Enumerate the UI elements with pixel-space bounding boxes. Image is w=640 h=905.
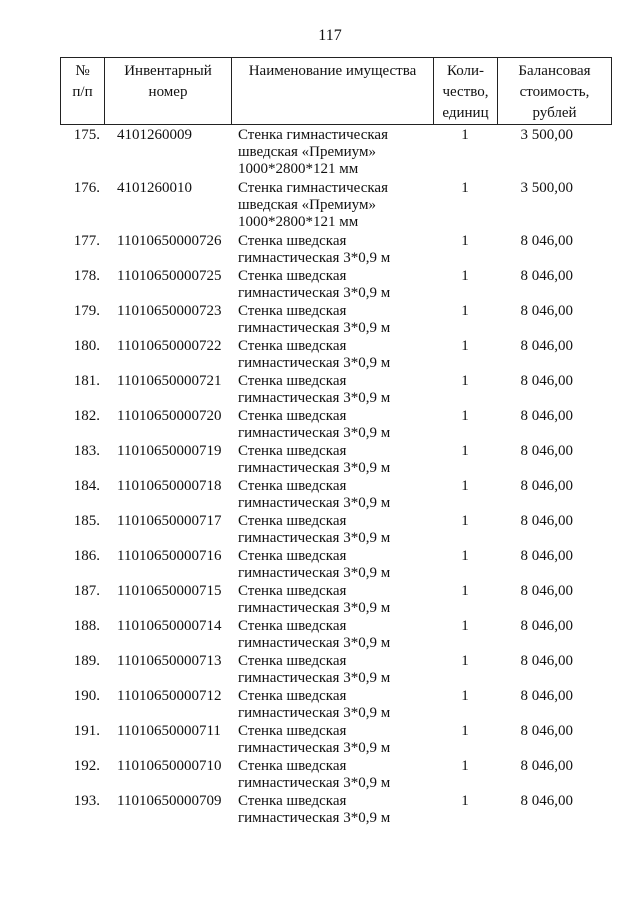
quantity: 1 [461, 180, 469, 196]
item-name [238, 373, 428, 407]
balance-cost: 8 046,00 [520, 373, 573, 389]
item-name-line: Стенка шведская [238, 548, 347, 564]
balance-cost: 8 046,00 [520, 548, 573, 564]
row-number: 187. [73, 583, 100, 599]
quantity: 1 [461, 758, 469, 774]
item-name [238, 303, 428, 337]
table-row [0, 477, 640, 512]
balance-cost: 3 500,00 [520, 180, 573, 196]
inventory-number: 11010650000721 [117, 373, 222, 389]
row-number: 177. [73, 233, 100, 249]
item-name [238, 443, 428, 477]
item-name-line: шведская «Премиум» [238, 144, 376, 160]
item-name-line: гимнастическая 3*0,9 м [238, 670, 391, 686]
row-number: 181. [73, 373, 100, 389]
table-row [0, 582, 640, 617]
item-name-line: Стенка шведская [238, 303, 347, 319]
inventory-number: 11010650000722 [117, 338, 222, 354]
quantity: 1 [461, 548, 469, 564]
quantity: 1 [461, 338, 469, 354]
item-name-line: Стенка шведская [238, 653, 347, 669]
balance-cost: 8 046,00 [520, 408, 573, 424]
balance-cost: 8 046,00 [520, 478, 573, 494]
balance-cost: 8 046,00 [520, 338, 573, 354]
table-row [0, 687, 640, 722]
header-inventory [105, 58, 232, 124]
item-name-line: гимнастическая 3*0,9 м [238, 320, 391, 336]
item-name [238, 583, 428, 617]
balance-cost: 8 046,00 [520, 583, 573, 599]
item-name-line: гимнастическая 3*0,9 м [238, 530, 391, 546]
row-number: 184. [73, 478, 100, 494]
header-inventory-line: номер [148, 84, 188, 100]
table-row [0, 792, 640, 827]
inventory-number: 11010650000714 [117, 618, 222, 634]
item-name [238, 478, 428, 512]
item-name-line: шведская «Премиум» [238, 197, 376, 213]
row-number: 190. [73, 688, 100, 704]
table-row [0, 442, 640, 477]
table-row [0, 722, 640, 757]
header-cost-line: стоимость, [519, 84, 590, 100]
quantity: 1 [461, 443, 469, 459]
row-number: 176. [73, 180, 100, 196]
balance-cost: 8 046,00 [520, 758, 573, 774]
table-row [0, 232, 640, 267]
table-row [0, 652, 640, 687]
inventory-number: 11010650000723 [117, 303, 222, 319]
item-name-line: гимнастическая 3*0,9 м [238, 705, 391, 721]
quantity: 1 [461, 513, 469, 529]
item-name-line: Стенка шведская [238, 793, 347, 809]
item-name-line: гимнастическая 3*0,9 м [238, 565, 391, 581]
item-name-line: Стенка шведская [238, 513, 347, 529]
balance-cost: 8 046,00 [520, 723, 573, 739]
item-name-line: гимнастическая 3*0,9 м [238, 250, 391, 266]
item-name-line: 1000*2800*121 мм [238, 214, 359, 230]
item-name-line: Стенка шведская [238, 338, 347, 354]
item-name-line: Стенка гимнастическая [238, 127, 388, 143]
balance-cost: 8 046,00 [520, 303, 573, 319]
header-quantity-line: чество, [442, 84, 489, 100]
item-name-line: Стенка шведская [238, 443, 347, 459]
balance-cost: 8 046,00 [520, 653, 573, 669]
row-number: 192. [73, 758, 100, 774]
item-name [238, 793, 428, 827]
item-name-line: гимнастическая 3*0,9 м [238, 600, 391, 616]
quantity: 1 [461, 723, 469, 739]
table-body [0, 126, 640, 827]
header-quantity [434, 58, 498, 124]
item-name-line: Стенка шведская [238, 233, 347, 249]
item-name [238, 233, 428, 267]
row-number: 186. [73, 548, 100, 564]
balance-cost: 8 046,00 [520, 688, 573, 704]
item-name-line: гимнастическая 3*0,9 м [238, 425, 391, 441]
header-inventory-line: Инвентарный [124, 63, 212, 79]
table-row [0, 337, 640, 372]
quantity: 1 [461, 478, 469, 494]
item-name-line: гимнастическая 3*0,9 м [238, 635, 391, 651]
table-row [0, 757, 640, 792]
inventory-number: 11010650000710 [117, 758, 222, 774]
header-name [232, 58, 434, 124]
table-header [60, 57, 612, 125]
item-name-line: Стенка шведская [238, 408, 347, 424]
item-name-line: гимнастическая 3*0,9 м [238, 390, 391, 406]
row-number: 175. [73, 127, 100, 143]
table-row [0, 302, 640, 337]
inventory-number: 4101260009 [117, 127, 192, 143]
row-number: 180. [73, 338, 100, 354]
item-name [238, 548, 428, 582]
item-name [238, 723, 428, 757]
quantity: 1 [461, 688, 469, 704]
item-name-line: Стенка шведская [238, 268, 347, 284]
row-number: 185. [73, 513, 100, 529]
inventory-number: 4101260010 [117, 180, 192, 196]
header-num [61, 58, 105, 124]
quantity: 1 [461, 618, 469, 634]
table-row [0, 512, 640, 547]
quantity: 1 [461, 653, 469, 669]
row-number: 179. [73, 303, 100, 319]
quantity: 1 [461, 793, 469, 809]
table-row [0, 372, 640, 407]
inventory-number: 11010650000725 [117, 268, 222, 284]
item-name-line: Стенка шведская [238, 758, 347, 774]
balance-cost: 8 046,00 [520, 443, 573, 459]
inventory-number: 11010650000726 [117, 233, 222, 249]
quantity: 1 [461, 127, 469, 143]
item-name-line: Стенка шведская [238, 618, 347, 634]
balance-cost: 8 046,00 [520, 793, 573, 809]
item-name-line: гимнастическая 3*0,9 м [238, 495, 391, 511]
table-row [0, 407, 640, 442]
header-quantity-line: Коли- [446, 63, 485, 79]
item-name-line: 1000*2800*121 мм [238, 161, 359, 177]
row-number: 189. [73, 653, 100, 669]
page-number: 117 [318, 27, 342, 44]
header-cost-line: Балансовая [518, 63, 591, 79]
table-row [0, 547, 640, 582]
item-name [238, 408, 428, 442]
inventory-number: 11010650000713 [117, 653, 222, 669]
balance-cost: 8 046,00 [520, 268, 573, 284]
balance-cost: 8 046,00 [520, 513, 573, 529]
item-name [238, 127, 428, 178]
table-row [0, 126, 640, 179]
item-name [238, 618, 428, 652]
item-name-line: Стенка шведская [238, 478, 347, 494]
table-row [0, 179, 640, 232]
item-name-line: Стенка шведская [238, 373, 347, 389]
quantity: 1 [461, 408, 469, 424]
item-name-line: Стенка шведская [238, 688, 347, 704]
balance-cost: 8 046,00 [520, 233, 573, 249]
quantity: 1 [461, 233, 469, 249]
inventory-number: 11010650000716 [117, 548, 222, 564]
item-name-line: гимнастическая 3*0,9 м [238, 810, 391, 826]
item-name [238, 688, 428, 722]
item-name-line: Стенка шведская [238, 723, 347, 739]
inventory-number: 11010650000712 [117, 688, 222, 704]
row-number: 193. [73, 793, 100, 809]
header-cost-line: рублей [532, 105, 577, 121]
row-number: 183. [73, 443, 100, 459]
inventory-number: 11010650000717 [117, 513, 222, 529]
inventory-number: 11010650000715 [117, 583, 222, 599]
table-row [0, 617, 640, 652]
inventory-number: 11010650000718 [117, 478, 222, 494]
row-number: 182. [73, 408, 100, 424]
quantity: 1 [461, 583, 469, 599]
item-name [238, 268, 428, 302]
item-name-line: Стенка шведская [238, 583, 347, 599]
item-name-line: гимнастическая 3*0,9 м [238, 355, 391, 371]
header-quantity-line: единиц [442, 105, 489, 121]
balance-cost: 8 046,00 [520, 618, 573, 634]
quantity: 1 [461, 268, 469, 284]
inventory-number: 11010650000709 [117, 793, 222, 809]
row-number: 191. [73, 723, 100, 739]
inventory-number: 11010650000711 [117, 723, 221, 739]
header-num-line: № [75, 63, 90, 79]
inventory-number: 11010650000719 [117, 443, 222, 459]
row-number: 178. [73, 268, 100, 284]
item-name-line: гимнастическая 3*0,9 м [238, 775, 391, 791]
item-name-line: Стенка гимнастическая [238, 180, 388, 196]
header-num-line: п/п [72, 84, 93, 100]
quantity: 1 [461, 373, 469, 389]
item-name [238, 513, 428, 547]
item-name [238, 653, 428, 687]
balance-cost: 3 500,00 [520, 127, 573, 143]
header-name-line: Наименование имущества [248, 63, 417, 79]
item-name [238, 180, 428, 231]
header-cost [498, 58, 611, 124]
item-name-line: гимнастическая 3*0,9 м [238, 285, 391, 301]
item-name-line: гимнастическая 3*0,9 м [238, 740, 391, 756]
row-number: 188. [73, 618, 100, 634]
inventory-number: 11010650000720 [117, 408, 222, 424]
quantity: 1 [461, 303, 469, 319]
item-name [238, 338, 428, 372]
table-row [0, 267, 640, 302]
item-name-line: гимнастическая 3*0,9 м [238, 460, 391, 476]
item-name [238, 758, 428, 792]
